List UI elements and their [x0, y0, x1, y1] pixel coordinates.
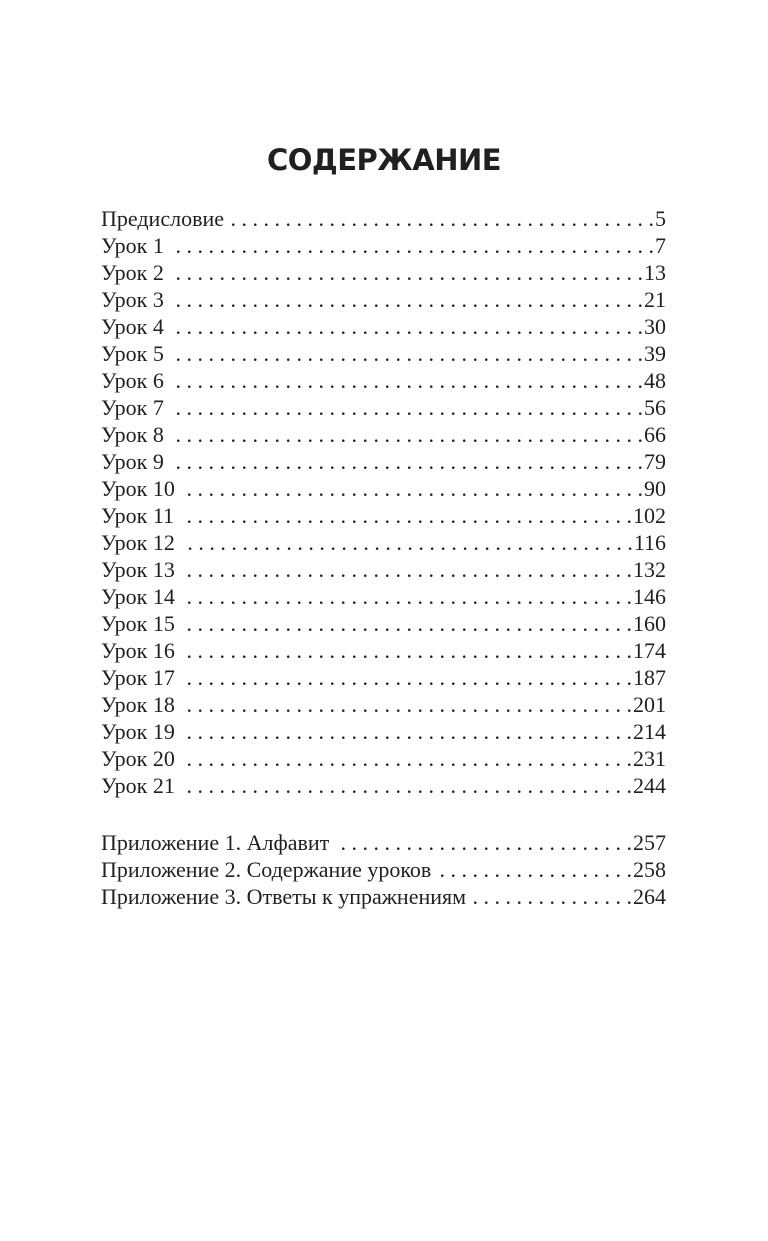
toc-entry[interactable]: [101, 286, 666, 313]
toc-entry-title: Урок 3: [101, 287, 164, 312]
toc-entry-title: Приложение 2. Содержание уроков: [101, 857, 432, 882]
dot-leader: [181, 529, 633, 556]
toc-entry-title: Урок 9: [101, 449, 164, 474]
toc-entry[interactable]: [101, 610, 666, 637]
toc-entry[interactable]: [101, 691, 666, 718]
dot-leader: [180, 502, 632, 529]
toc-page-number: 116: [633, 530, 666, 555]
dot-leader: [335, 829, 632, 856]
dot-leader: [170, 313, 643, 340]
toc-entry-title: Урок 2: [101, 260, 164, 285]
toc-page-number: 160: [633, 611, 666, 636]
toc-entry[interactable]: [101, 232, 666, 259]
dot-leader: [181, 664, 632, 691]
toc-lessons-list: [101, 205, 666, 799]
toc-entry-title: Приложение 1. Алфавит: [101, 830, 330, 855]
dot-leader: [170, 340, 643, 367]
table-of-contents: [101, 205, 666, 910]
dot-leader: [170, 286, 643, 313]
dot-leader: [170, 259, 643, 286]
toc-entry[interactable]: [101, 583, 666, 610]
toc-entry-title: Урок 5: [101, 341, 164, 366]
toc-page-number: 39: [644, 341, 666, 366]
dot-leader: [170, 232, 654, 259]
toc-entry[interactable]: [101, 664, 666, 691]
toc-page-number: 102: [633, 503, 666, 528]
dot-leader: [181, 583, 632, 610]
dot-leader: [181, 556, 632, 583]
toc-page-number: 264: [633, 884, 666, 909]
toc-entry[interactable]: [101, 637, 666, 664]
toc-entry-title: Урок 15: [101, 611, 175, 636]
toc-page-number: 90: [644, 476, 666, 501]
toc-appendix-list: [101, 829, 666, 910]
toc-entry[interactable]: [101, 772, 666, 799]
page-title: СОДЕРЖАНИЕ: [266, 143, 502, 177]
toc-entry-title: Урок 12: [101, 530, 175, 555]
toc-page-number: 174: [633, 638, 666, 663]
toc-page-number: 257: [633, 830, 666, 855]
toc-entry[interactable]: [101, 556, 666, 583]
toc-entry[interactable]: [101, 340, 666, 367]
toc-entry[interactable]: [101, 475, 666, 502]
dot-leader: [181, 745, 632, 772]
toc-page-number: 56: [644, 395, 666, 420]
dot-leader: [170, 448, 643, 475]
toc-entry[interactable]: [101, 421, 666, 448]
dot-leader: [437, 856, 632, 883]
dot-leader: [181, 610, 632, 637]
toc-entry-title: Урок 17: [101, 665, 175, 690]
toc-page-number: 146: [633, 584, 666, 609]
toc-entry-title: Урок 6: [101, 368, 164, 393]
toc-page-number: 21: [644, 287, 666, 312]
toc-entry-title: Урок 8: [101, 422, 164, 447]
toc-page-number: 13: [644, 260, 666, 285]
toc-page-number: 187: [633, 665, 666, 690]
toc-page-number: 48: [644, 368, 666, 393]
toc-page-number: 214: [633, 719, 666, 744]
dot-leader: [181, 475, 643, 502]
dot-leader: [181, 691, 632, 718]
toc-entry-title: Урок 13: [101, 557, 175, 582]
toc-entry-title: Урок 18: [101, 692, 175, 717]
toc-entry[interactable]: [101, 205, 666, 232]
toc-page-number: 258: [633, 857, 666, 882]
toc-appendix-entry[interactable]: [101, 829, 666, 856]
dot-leader: [472, 883, 632, 910]
toc-entry[interactable]: [101, 745, 666, 772]
toc-entry[interactable]: [101, 502, 666, 529]
dot-leader: [181, 718, 632, 745]
dot-leader: [170, 394, 643, 421]
toc-entry[interactable]: [101, 367, 666, 394]
dot-leader: [170, 421, 643, 448]
toc-entry-title: Урок 14: [101, 584, 175, 609]
toc-appendix-entry[interactable]: [101, 883, 666, 910]
toc-entry-title: Урок 21: [101, 773, 175, 798]
toc-page-number: 5: [655, 206, 666, 231]
toc-entry-title: Предисловие: [101, 206, 224, 231]
toc-entry-title: Урок 1: [101, 233, 164, 258]
toc-entry-title: Приложение 3. Ответы к упражнениям: [101, 884, 467, 909]
toc-entry-title: Урок 19: [101, 719, 175, 744]
toc-page-number: 30: [644, 314, 666, 339]
dot-leader: [181, 637, 632, 664]
toc-entry-title: Урок 16: [101, 638, 175, 663]
toc-entry[interactable]: [101, 529, 666, 556]
toc-entry[interactable]: [101, 259, 666, 286]
dot-leader: [181, 772, 632, 799]
toc-page-number: 244: [633, 773, 666, 798]
toc-entry-title: Урок 10: [101, 476, 175, 501]
toc-entry-title: Урок 4: [101, 314, 164, 339]
toc-page-number: 7: [655, 233, 666, 258]
dot-leader: [170, 367, 643, 394]
toc-entry[interactable]: [101, 718, 666, 745]
toc-entry[interactable]: [101, 394, 666, 421]
toc-entry-title: Урок 11: [101, 503, 175, 528]
toc-page-number: 132: [633, 557, 666, 582]
toc-page-number: 231: [633, 746, 666, 771]
toc-page-number: 66: [644, 422, 666, 447]
toc-appendix-entry[interactable]: [101, 856, 666, 883]
toc-page-number: 79: [644, 449, 666, 474]
dot-leader: [230, 205, 654, 232]
toc-page-number: 201: [633, 692, 666, 717]
toc-entry[interactable]: [101, 448, 666, 475]
toc-entry-title: Урок 20: [101, 746, 175, 771]
toc-entry-title: Урок 7: [101, 395, 164, 420]
toc-entry[interactable]: [101, 313, 666, 340]
